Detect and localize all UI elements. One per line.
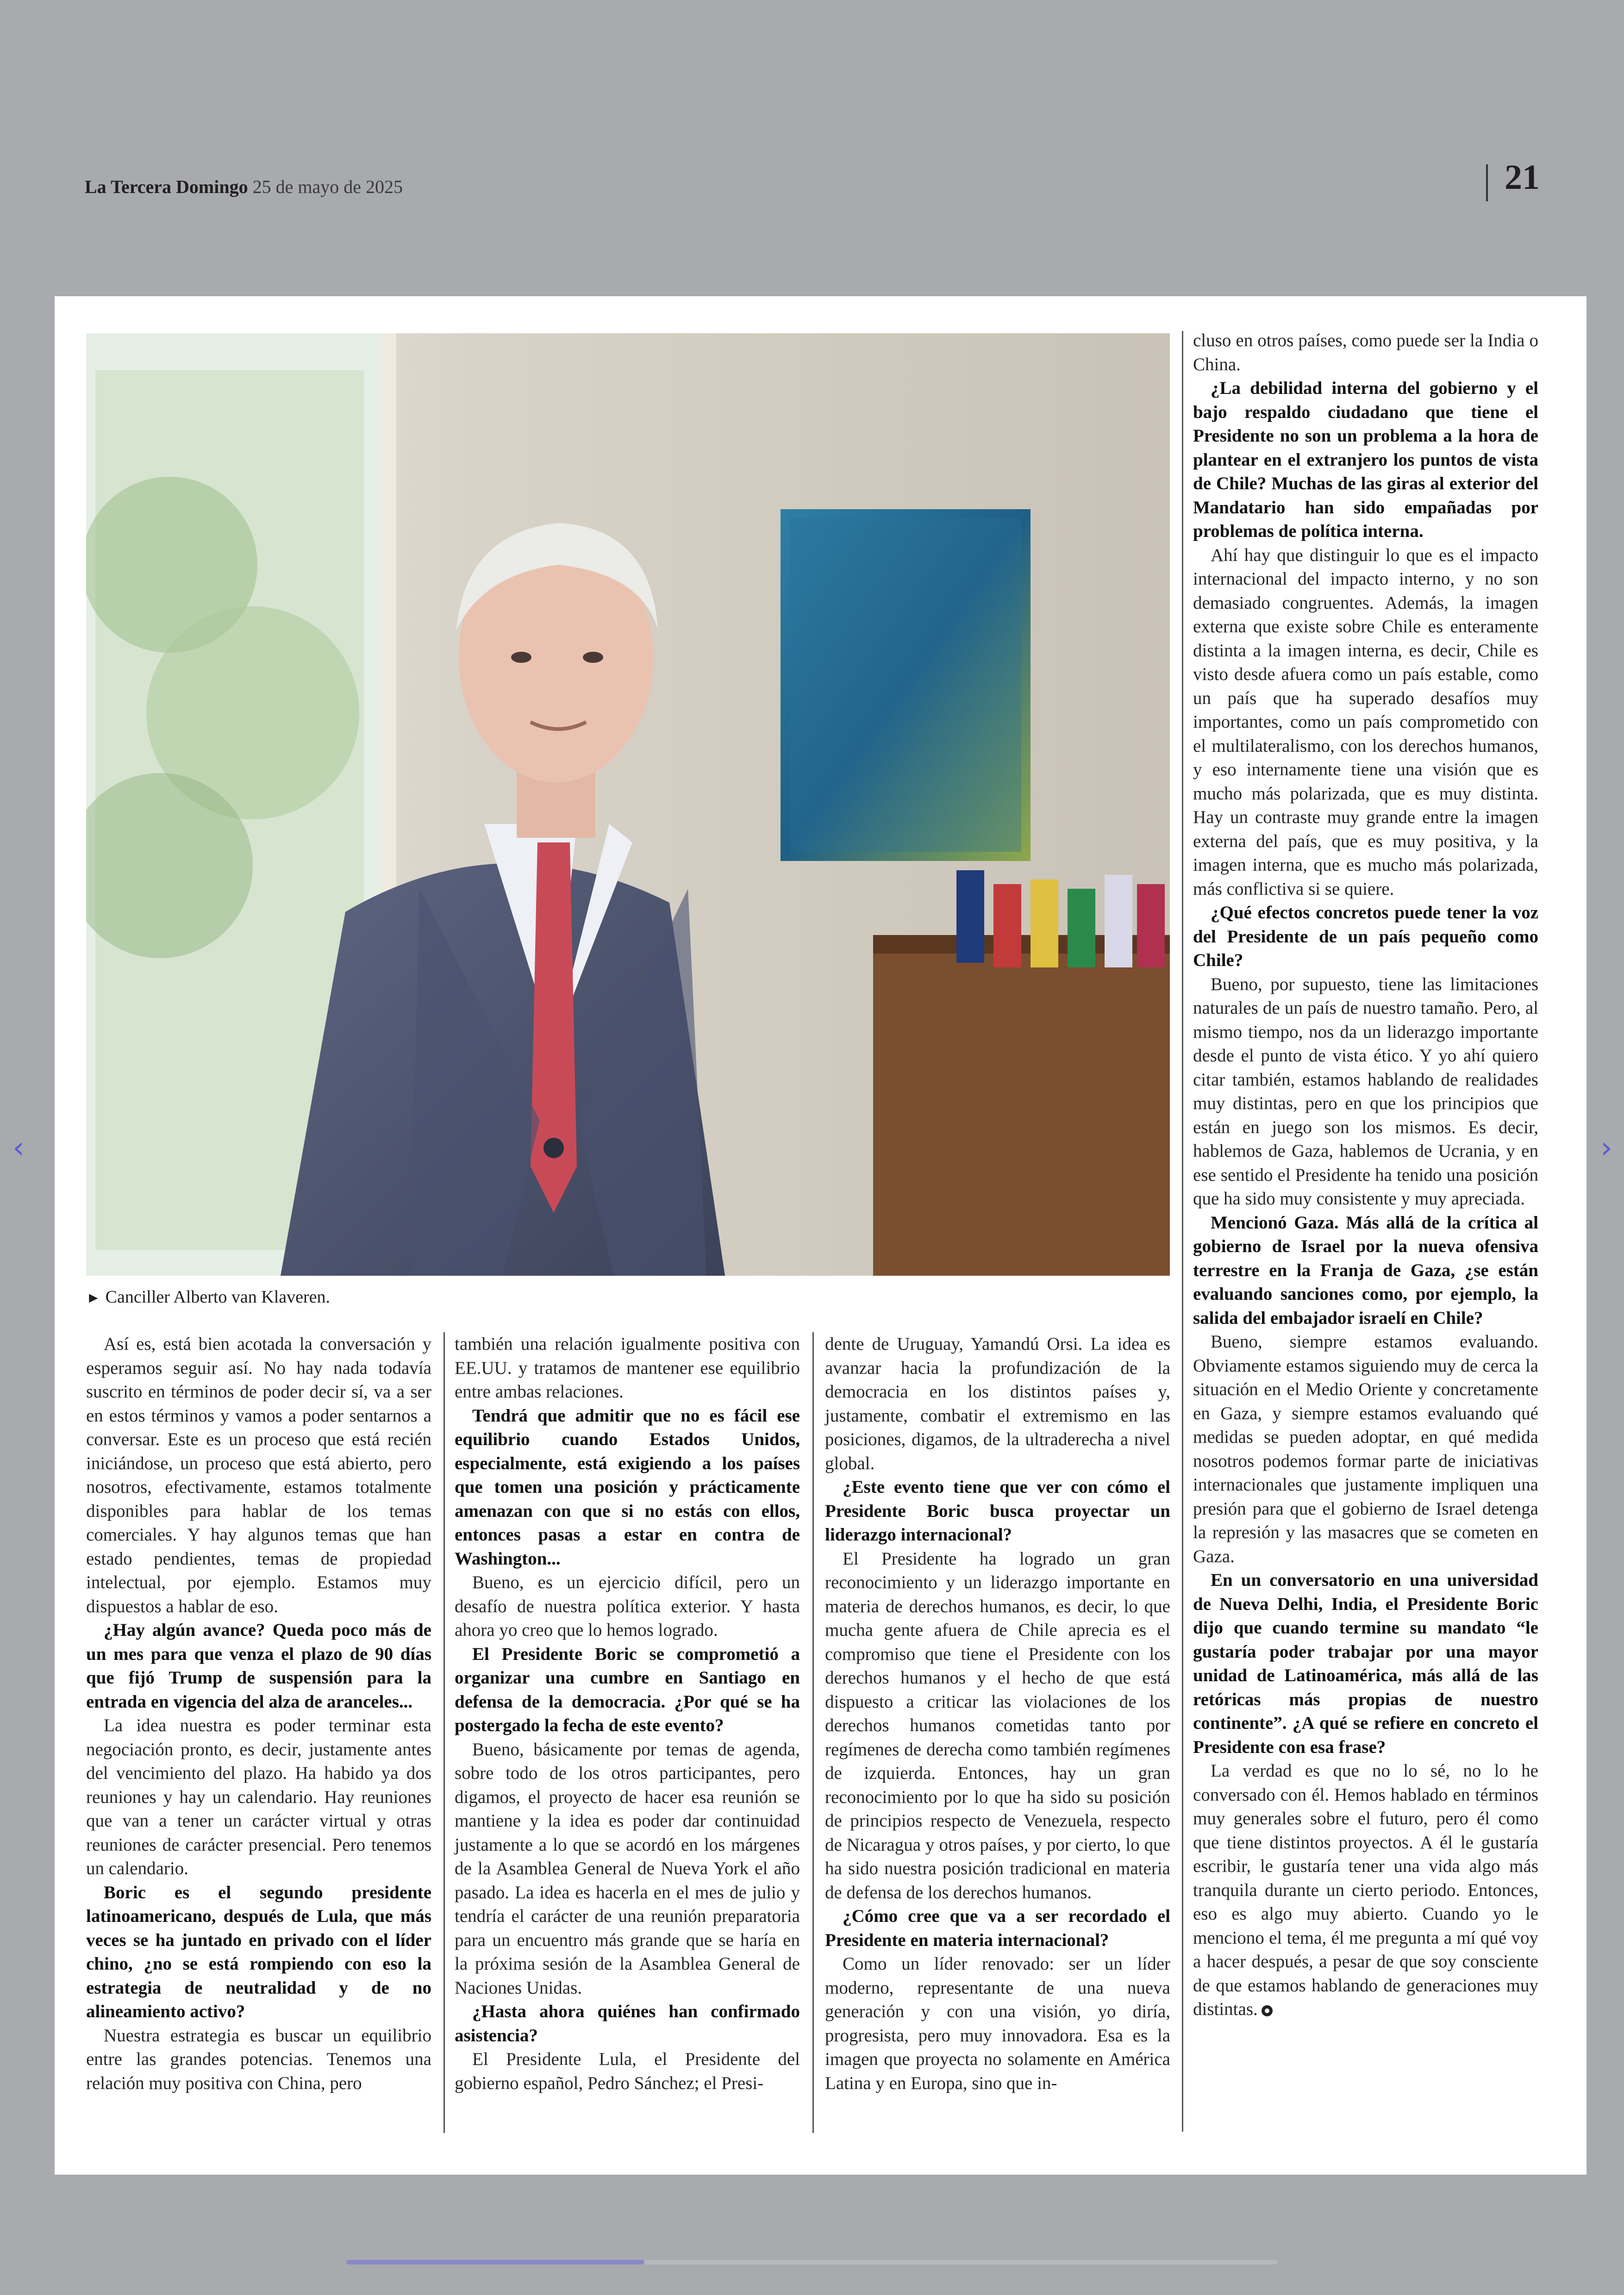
article-column-1 (86, 1332, 431, 2095)
question-paragraph: Boric es el segundo presidente latinoamericano, después de Lula, que más veces se ha juntado en privado con el líder chino, ¿no se está rompiendo con eso la estrategia de neutralidad y de no alineamiento activo? (86, 1882, 431, 2021)
publication-name: La Tercera Domingo (85, 176, 248, 197)
chevron-right-icon: › (1600, 1131, 1612, 1165)
answer-paragraph: Bueno, básicamente por temas de agenda, sobre todo de los otros participantes, pero digamos, el proyecto de hacer esa reunión se mantiene y la idea es poder dar continuidad justamente a lo que se acordó en los márgenes de la Asamblea General de Nueva York el año pasado. La idea es hacerla en el mes de julio y tendría el carácter de una reunión preparatoria para un encuentro más grande que se haría en la próxima sesión de la Asamblea General de Naciones Unidas. (455, 1739, 800, 1998)
chevron-left-icon: ‹ (12, 1131, 25, 1165)
question-paragraph: Tendrá que admitir que no es fácil ese equilibrio cuando Estados Unidos, especialmente, está exigiendo a los países que tomen una posición y prácticamente amenazan con que si no estás con ellos, entonces pasas a estar en contra de Washington... (455, 1405, 800, 1569)
photo-caption (86, 1287, 330, 1307)
answer-paragraph: El Presidente Lula, el Presidente del gobierno español, Pedro Sánchez; el Presi- (455, 2049, 800, 2093)
caption-marker-icon: ► (86, 1289, 101, 1306)
question-paragraph: ¿Hay algún avance? Queda poco más de un mes para que venza el plazo de 90 días que fijó Trump de suspensión para la entrada en vigencia del alza de aranceles... (86, 1620, 431, 1712)
question-paragraph: El Presidente Boric se comprometió a organizar una cumbre en Santiago en defensa de la democracia. ¿Por qué se ha postergado la fecha de este evento? (455, 1644, 800, 1735)
answer-paragraph: El Presidente ha logrado un gran reconocimiento y un liderazgo importante en materia de derechos humanos, es decir, lo que mucha gente afuera de Chile aprecia es el compromiso que tiene el Presidente con los derechos humanos y el hecho de que está dispuesto a criticar las violaciones de los derechos humanos cometidas tanto por regímenes de derecha como también regímenes de izquierda. Entonces, hay un gran reconocimiento por lo que ha sido su posición de principios respecto de Venezuela, respecto de Nicaragua y otros países, y por cierto, lo que ha sido nuestra posición tradicional en materia de defensa de los derechos humanos. (825, 1548, 1170, 1902)
question-paragraph: Mencionó Gaza. Más allá de la crítica al gobierno de Israel por la nueva ofensiva terrestre en la Franja de Gaza, ¿se están evaluando sanciones como, por ejemplo, la salida del embajador israelí en Chile? (1193, 1212, 1538, 1328)
column-divider (443, 1332, 445, 2133)
answer-paragraph: Nuestra estrategia es buscar un equilibrio entre las grandes potencias. Tenemos una relación muy positiva con China, pero (86, 2025, 431, 2093)
column-divider (1182, 331, 1183, 2132)
answer-paragraph: La idea nuestra es poder terminar esta negociación pronto, es decir, justamente antes del vencimiento del plazo. Ha habido ya dos reuniones y hay un calendario. Hay reuniones que van a tener un carácter virtual y otras reuniones de carácter presencial. Pero tenemos un calendario. (86, 1715, 431, 1878)
answer-paragraph: cluso en otros países, como puede ser la India o China. (1193, 331, 1538, 374)
answer-paragraph: Bueno, siempre estamos evaluando. Obviamente estamos siguiendo muy de cerca la situación en el Medio Oriente y concretamente en Gaza, y siempre estamos evaluando qué medidas se pueden adoptar, en qué medida nosotros podemos formar parte de iniciativas internacionales que justamente impliquen una presión para que el gobierno de Israel detenga la represión y las masacres que se cometen en Gaza. (1193, 1332, 1538, 1566)
article-column-4 (1193, 329, 1538, 2021)
portrait-illustration (86, 333, 1170, 1276)
publication-header (85, 176, 403, 198)
question-paragraph: ¿Hasta ahora quiénes han confirmado asistencia? (455, 2002, 800, 2046)
page-number-divider (1486, 164, 1488, 201)
question-paragraph: ¿Cómo cree que va a ser recordado el Presidente en materia internacional? (825, 1906, 1170, 1950)
question-paragraph: ¿Este evento tiene que ver con cómo el Presidente Boric busca proyectar un liderazgo internacional? (825, 1477, 1170, 1545)
page-progress-scrollbar[interactable] (346, 2260, 1278, 2264)
page-number: 21 (1505, 158, 1540, 197)
answer-paragraph: Como un líder renovado: ser un líder moderno, representante de una nueva generación y con una visión, yo diría, progresista, pero muy innovadora. Esa es la imagen que proyecta no solamente en América Latina y en Europa, sino que in- (825, 1954, 1170, 2093)
final-answer-text: La verdad es que no lo sé, no lo he conversado con él. Hemos hablado en términos muy generales sobre el futuro, pero él como que tiene distintos proyectos. A él le gustaría escribir, le gustaría tener una vida algo más tranquila durante un cierto periodo. Entonces, eso es algo muy abierto. Cuando yo le menciono el tema, él me pregunta a mí qué voy a hacer después, a pesar de que soy consciente de que estamos hablando de generaciones muy distintas. (1193, 1761, 1538, 2019)
question-paragraph: ¿Qué efectos concretos puede tener la voz del Presidente de un país pequeño como Chile? (1193, 903, 1538, 970)
article-column-3 (825, 1332, 1170, 2095)
answer-paragraph: Ahí hay que distinguir lo que es el impacto internacional del impacto interno, y no son demasiado congruentes. Además, la imagen externa que existe sobre Chile es enteramente distinta a la imagen interna, es decir, Chile es visto desde afuera como un país estable, como un país que ha superado desafíos muy importantes, como un país comprometido con el multilateralismo, con los derechos humanos, y eso internamente tiene una visión que es mucho más polarizada, que es muy distinta. Hay un contraste muy grande entre la imagen externa del país, que es muy positiva, y la imagen interna, que es mucho más polarizada, más conflictiva si se quiere. (1193, 545, 1538, 899)
previous-page-button[interactable] (5, 1129, 32, 1166)
answer-paragraph (1193, 1759, 1538, 2021)
publication-date: 25 de mayo de 2025 (252, 176, 403, 197)
article-photo (86, 333, 1170, 1276)
answer-paragraph: también una relación igualmente positiva con EE.UU. y tratamos de mantener ese equilibrio entre ambas relaciones. (455, 1334, 800, 1402)
answer-paragraph: Así es, está bien acotada la conversación y esperamos seguir así. No hay nada todavía suscrito en términos de poder decir sí, va a ser en estos términos y vamos a poder sentarnos a conversar. Este es un proceso que está recién iniciándose, un proceso que está abierto, pero nosotros, efectivamente, estamos totalmente disponibles para hablar de los temas comerciales. Y hay algunos temas que han estado pendientes, temas de propiedad intelectual, por ejemplo. Estamos muy dispuestos a hablar de eso. (86, 1334, 431, 1616)
answer-paragraph: Bueno, es un ejercicio difícil, pero un desafío de nuestra política exterior. Y hasta ahora yo creo que lo hemos logrado. (455, 1572, 800, 1640)
article-end-icon (1262, 2005, 1273, 2016)
question-paragraph: En un conversatorio en una universidad de Nueva Delhi, India, el Presidente Boric dijo que cuando termine su mandato “le gustaría poder trabajar por una mayor unidad de Latinoamérica, más allá de las retóricas más propias de nuestro continente”. ¿A qué se refiere en concreto el Presidente con esa frase? (1193, 1570, 1538, 1757)
page-progress-thumb[interactable] (346, 2260, 644, 2264)
question-paragraph: ¿La debilidad interna del gobierno y el bajo respaldo ciudadano que tiene el Presidente no son un problema a la hora de plantear en el extranjero los puntos de vista de Chile? Muchas de las giras al exterior del Mandatario han sido empañadas por problemas de política interna. (1193, 378, 1538, 541)
column-divider (812, 1332, 814, 2133)
caption-text: Canciller Alberto van Klaveren. (105, 1287, 331, 1307)
answer-paragraph: Bueno, por supuesto, tiene las limitaciones naturales de un país de nuestro tamaño. Pero, al mismo tiempo, nos da un liderazgo importante desde el punto de vista ético. Y yo ahí quiero citar también, estamos hablando de realidades muy distintas, pero en que los principios que están en juego son los mismos. Es decir, hablemos de Gaza, hablemos de Ucrania, y en ese sentido el Presidente ha tenido una posición que ha sido muy consistente y muy apreciada. (1193, 974, 1538, 1209)
answer-paragraph: dente de Uruguay, Yamandú Orsi. La idea es avanzar hacia la profundización de la democracia en los distintos países y, justamente, combatir el extremismo en las posiciones, digamos, de la ultraderecha a nivel global. (825, 1334, 1170, 1473)
next-page-button[interactable] (1593, 1129, 1620, 1166)
article-column-2 (455, 1332, 800, 2095)
